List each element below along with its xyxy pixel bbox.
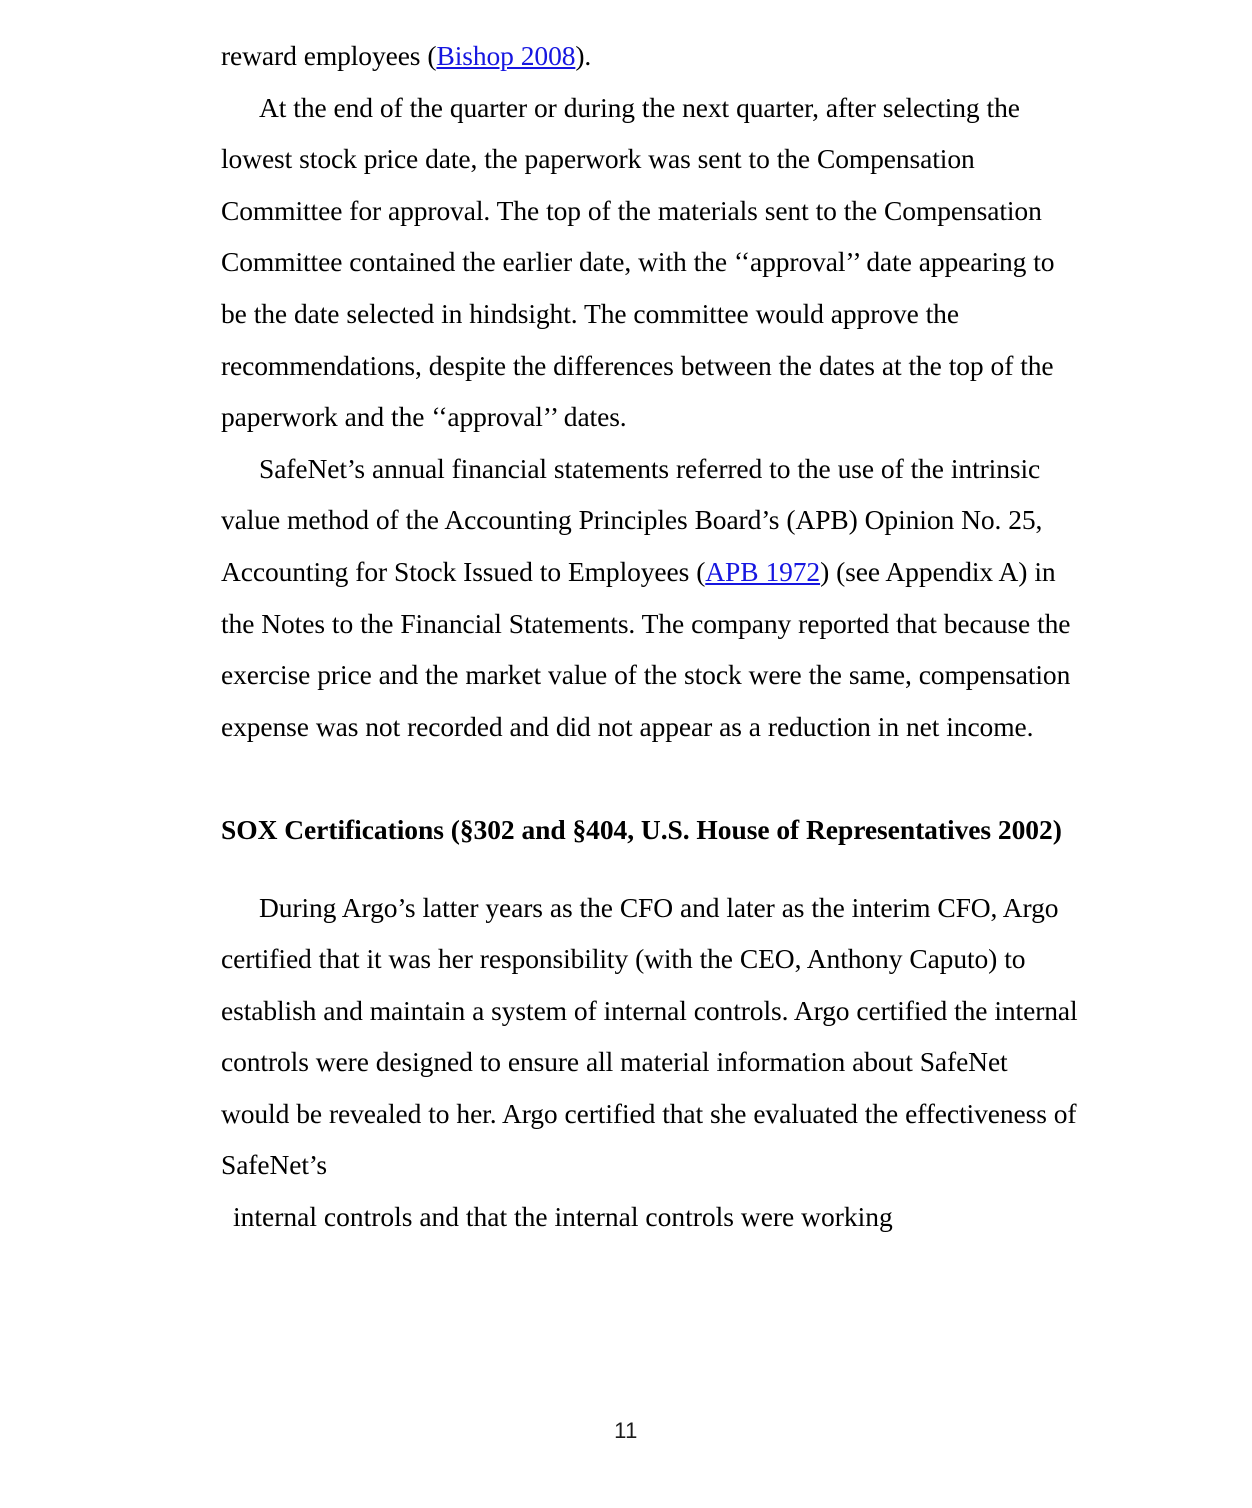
paragraph-text-tail: ) (see Appendix A) in the Notes to the Financial Statements. The company reported that because the exercise price and the market value of the stock were the same, compensation expense was not recorded and did not appear as a reduction in net income. — [221, 555, 1071, 742]
paragraph-internal-controls-working: internal controls and that the internal controls were working — [233, 1201, 893, 1233]
text-column — [221, 30, 1081, 1243]
paragraph-during-argo: During Argo’s latter years as the CFO and later as the interim CFO, Argo certified that it was her responsibility (with the CEO, Anthony Caputo) to establish and maintain a system of internal controls. Argo certified the internal controls were designed to ensure all material information about SafeNet would be revealed to her. Argo certified that she evaluated the effectiveness of SafeNet’s — [221, 891, 1078, 1181]
paragraph-text-tail: ). — [575, 40, 592, 71]
citation-link-apb-1972[interactable]: APB 1972 — [705, 555, 821, 587]
page-number: 11 — [614, 1418, 638, 1443]
section-spacer — [221, 752, 1081, 804]
paragraph-text-lead: reward employees ( — [221, 40, 437, 71]
citation-link-bishop-2008[interactable]: Bishop 2008 — [436, 40, 576, 71]
paragraph-reward-employees — [221, 30, 1081, 82]
paragraph-safenet-statements — [221, 443, 1081, 753]
paragraph-text-lead: SafeNet’s annual financial statements referred to the use of the intrinsic value method of the Accounting Principles Board’s (APB) Opinion No. 25, Accounting for Stock Issued to Employees ( — [221, 452, 1043, 587]
heading-gap — [221, 856, 1081, 882]
paragraph-end-of-quarter: At the end of the quarter or during the next quarter, after selecting the lowest stock price date, the paperwork was sent to the Compensation Committee for approval. The top of the materials sent to the Compensation Committee contained the earlier date, with the ‘‘approval’’ date appearing to be the date selected in hindsight. The committee would approve the recommendations, despite the differences between the dates at the top of the paperwork and the ‘‘approval’’ dates. — [221, 91, 1055, 433]
section-heading-sox-certifications: SOX Certifications (§302 and §404, U.S. House of Representatives 2002) — [221, 813, 1062, 845]
